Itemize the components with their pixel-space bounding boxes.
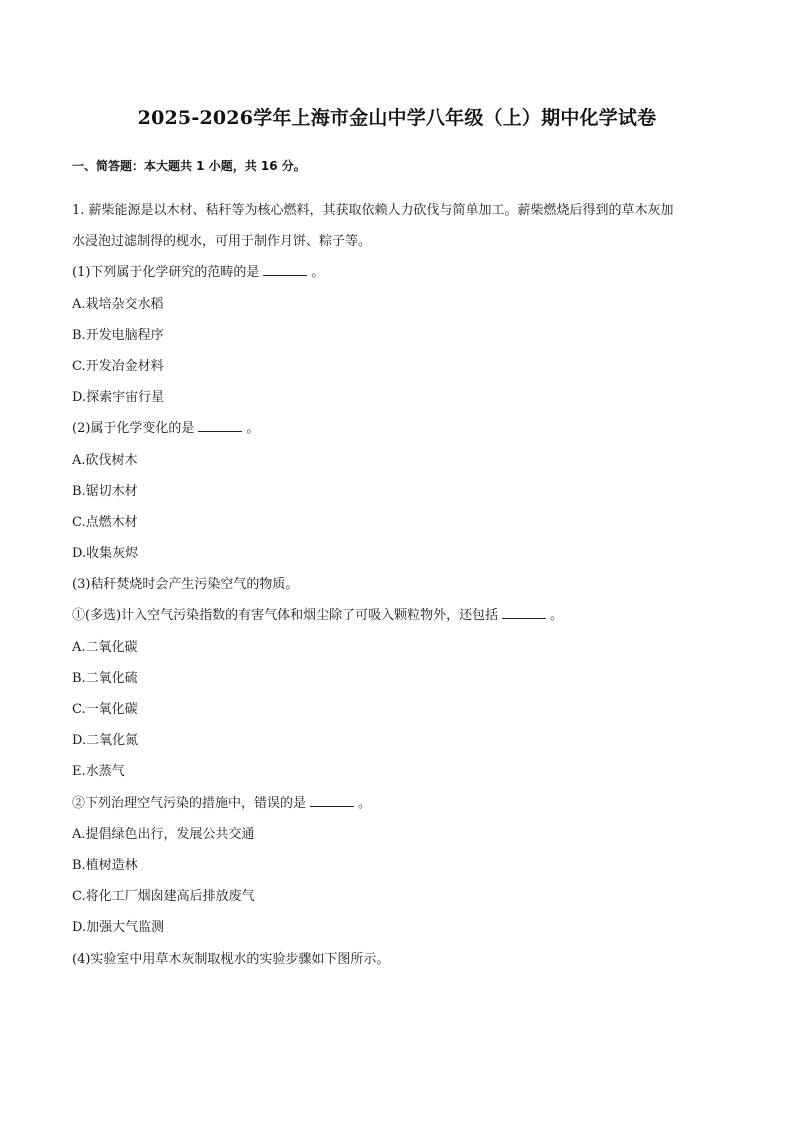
question-1	[72, 198, 722, 978]
question-stem-line-2: 水浸泡过滤制得的枧水，可用于制作月饼、粽子等。	[72, 234, 372, 250]
option: D.加强大气监测	[72, 920, 165, 936]
option: A.提倡绿色出行，发展公共交通	[72, 826, 255, 842]
option: C.点燃木材	[72, 514, 138, 530]
option: C.开发冶金材料	[72, 358, 164, 374]
option: B.二氧化硫	[72, 670, 138, 686]
option: D.收集灰烬	[72, 546, 139, 562]
part-3-sub-1-prompt	[72, 603, 722, 634]
part-2-prompt-end: 。	[246, 421, 260, 437]
answer-blank[interactable]	[263, 261, 307, 276]
option: C.将化工厂烟囱建高后排放废气	[72, 889, 255, 905]
part-2-prompt-text: (2)属于化学变化的是	[72, 421, 195, 437]
section-heading: 一、简答题：本大题共 1 小题，共 16 分。	[72, 159, 306, 173]
part-1-prompt	[72, 260, 722, 291]
part-1-prompt-text: (1)下列属于化学研究的范畴的是	[72, 265, 260, 281]
answer-blank[interactable]	[310, 792, 354, 807]
option: E.水蒸气	[72, 764, 125, 780]
option: B.植树造林	[72, 857, 138, 873]
part-3-sub-2-prompt-text: ②下列治理空气污染的措施中，错误的是	[72, 795, 307, 811]
option: A.栽培杂交水稻	[72, 296, 164, 312]
part-4-prompt: (4)实验室中用草木灰制取枧水的实验步骤如下图所示。	[72, 951, 390, 967]
part-3-sub-2-prompt-end: 。	[358, 795, 372, 811]
question-stem-line-1: 1. 薪柴能源是以木材、秸秆等为核心燃料，其获取依赖人力砍伐与简单加工。薪柴燃烧后得到的草木灰加	[72, 203, 674, 218]
part-3-prompt: (3)秸秆焚烧时会产生污染空气的物质。	[72, 577, 299, 593]
part-3-sub-1-prompt-end: 。	[550, 608, 564, 624]
part-3-sub-2-prompt	[72, 791, 722, 822]
option: D.探索宇宙行星	[72, 390, 165, 406]
option: B.锯切木材	[72, 483, 138, 499]
option: A.二氧化碳	[72, 639, 138, 655]
option: D.二氧化氮	[72, 733, 139, 749]
option: B.开发电脑程序	[72, 327, 164, 343]
option: A.砍伐树木	[72, 452, 138, 468]
answer-blank[interactable]	[198, 417, 242, 432]
part-2-prompt	[72, 416, 722, 447]
option: C.一氧化碳	[72, 702, 138, 717]
answer-blank[interactable]	[502, 604, 546, 619]
part-1-prompt-end: 。	[311, 265, 325, 281]
part-3-sub-1-prompt-text: ①(多选)计入空气污染指数的有害气体和烟尘除了可吸入颗粒物外，还包括	[72, 608, 499, 624]
exam-title: 2025-2026学年上海市金山中学八年级（上）期中化学试卷	[137, 107, 657, 129]
